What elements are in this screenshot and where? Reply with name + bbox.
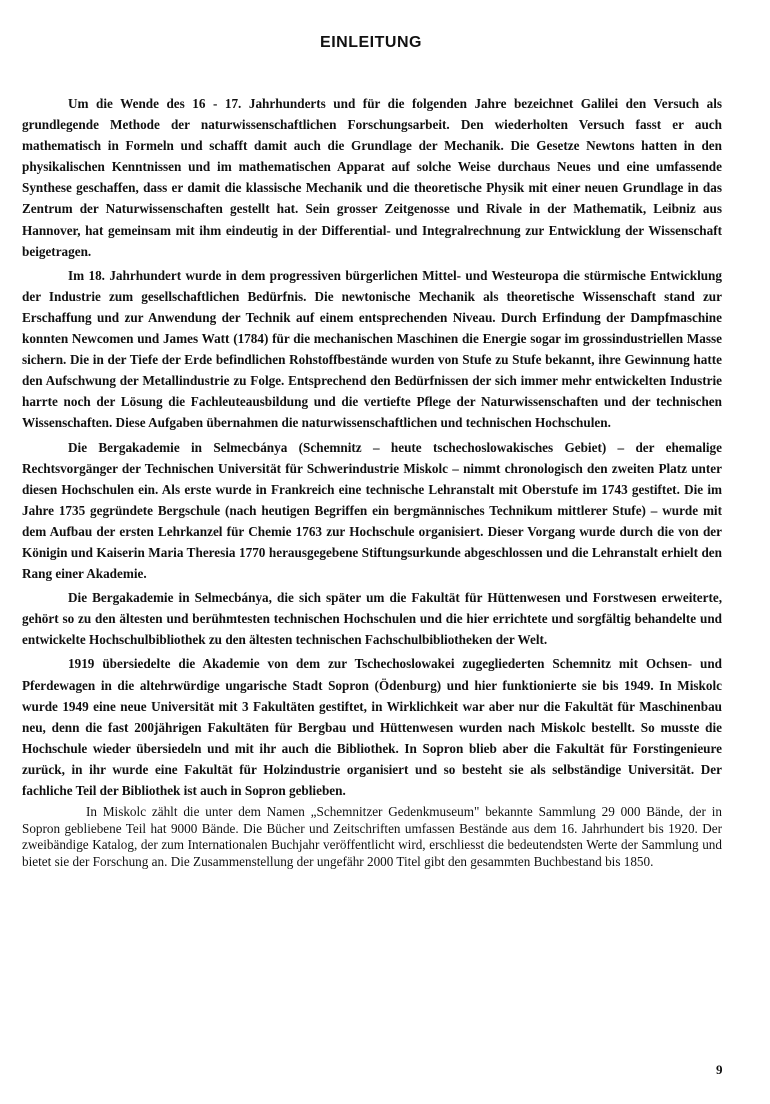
paragraph-2: Im 18. Jahrhundert wurde in dem progressiven bürgerlichen Mittel- und Westeuropa die stürmische Entwicklung der Industrie zum gesellschaftlichen Bedürfnis. Die newtonische Mechanik als theoretische Wissenschaft stand zur Erschaffung und zur Anwendung der Technik auf einem entsprechenden Niveau. Durch Erfindung der Dampfmaschine konnten Newcomen und James Watt (1784) für die mechanischen Maschinen die Energie sogar im grossindustriellen Masse sichern. Die in der Tiefe der Erde befindlichen Rohstoffbestände wurden von Stufe zu Stufe bekannt, ihre Gewinnung hatte den Aufschwung der Metallindustrie zu Folge. Entsprechend den Bedürfnissen der sich immer mehr entwickelten Industrie harrte noch der Lösung die Fachleuteausbildung und die vertiefte Pflege der Naturwissenschaften und der technischen Wissenschaften. Diese Aufgaben übernahmen die naturwissenschaftlichen und technischen Hochschulen. <box>22 267 722 431</box>
paragraph-3: Die Bergakademie in Selmecbánya (Schemnitz – heute tschechoslowakisches Gebiet) – der ehemalige Rechtsvorgänger der Technischen Universität für Schwerindustrie Miskolc – nimmt chronologisch den zweiten Platz unter diesen Hochschulen ein. Als erste wurde in Frankreich eine technische Lehranstalt mit Oberstufe im 1743 gestiftet. Die im Jahre 1735 gegründete Bergschule (nach heutigen Begriffen ein bergmännisches Technikum mittlerer Stufe) – wurde mit dem Aufbau der ersten Lehrkanzel für Chemie 1763 zur Hochschule organisiert. Dieser Vorgang wurde durch die von der Königin und Kaiserin Maria Theresia 1770 herausgegebene Stiftungsurkunde abgeschlossen und die Lehranstalt erhielt den Rang einer Akademie. <box>22 439 722 582</box>
paragraph-6: In Miskolc zählt die unter dem Namen „Schemnitzer Gedenkmuseum" bekannte Sammlung 29 000 Bände, der in Sopron gebliebene Teil hat 9000 Bände. Die Bücher und Zeitschriften umfassen Bestände aus dem 16. Jahrhundert bis 1920. Der zweibändige Katalog, der zum Internationalen Buchjahr veröffentlicht wird, erschliesst die bedeutendsten Werte der Sammlung und bietet sie der Forschung an. Die Zusammenstellung der ungefähr 2000 Titel gibt den gesammten Buchbestand bis 1850. <box>22 804 722 869</box>
body-text <box>22 93 722 873</box>
page-number: 9 <box>716 1062 723 1077</box>
paragraph-4: Die Bergakademie in Selmecbánya, die sich später um die Fakultät für Hüttenwesen und Forstwesen erweiterte, gehört so zu den ältesten und berühmtesten technischen Hochschulen und die hier errichtete und sorgfältig behandelte und entwickelte Hochschulbibliothek zu den ältesten technischen Fachschulbibliotheken der Welt. <box>22 590 722 648</box>
page-title: EINLEITUNG <box>320 34 422 51</box>
paragraph-1: Um die Wende des 16 - 17. Jahrhunderts und für die folgenden Jahre bezeichnet Galilei den Versuch als grundlegende Methode der naturwissenschaftlichen Forschungsarbeit. Den wiederholten Versuch fasst er auch mathematisch in Formeln und schafft damit auch die Grundlage der Mechanik. Die Gesetze Newtons hatten in den physikalischen Kenntnissen und im mathematischen Apparat auf solche Weise durchaus Neues und eine umfassende Synthese geschaffen, dass er damit die klassische Mechanik und die theoretische Physik mit einer neuen Grundlage in das Zentrum der Naturwissenschaften gestellt hat. Sein grosser Zeitgenosse und Rivale in der Mathematik, Leibniz aus Hannover, hat gemeinsam mit ihm eindeutig in der Differential- und Integralrechnung zur Entwicklung der Wissenschaft beigetragen. <box>22 96 722 259</box>
paragraph-5: 1919 übersiedelte die Akademie von dem zur Tschechoslowakei zugegliederten Schemnitz mit Ochsen- und Pferdewagen in die altehrwürdige ungarische Stadt Sopron (Ödenburg) und hier funktionierte sie bis 1949. In Miskolc wurde 1949 eine neue Universität mit 3 Fakultäten gestiftet, in Wirklichkeit war aber nur die Fakultät für Maschinenbau neu, denn die fast 200jährigen Fakultäten für Bergbau und Hüttenwesen wurden nach Miskolc bestellt. So musste die Hochschule wieder übersiedeln und mit ihr auch die Bibliothek. In Sopron blieb aber die Fakultät für Forstingenieure zurück, in ihr wurde eine Fakultät für Holzindustrie organisiert und so besteht sie als selbständige Universität. Der fachliche Teil der Bibliothek ist auch in Sopron geblieben. <box>22 656 722 798</box>
